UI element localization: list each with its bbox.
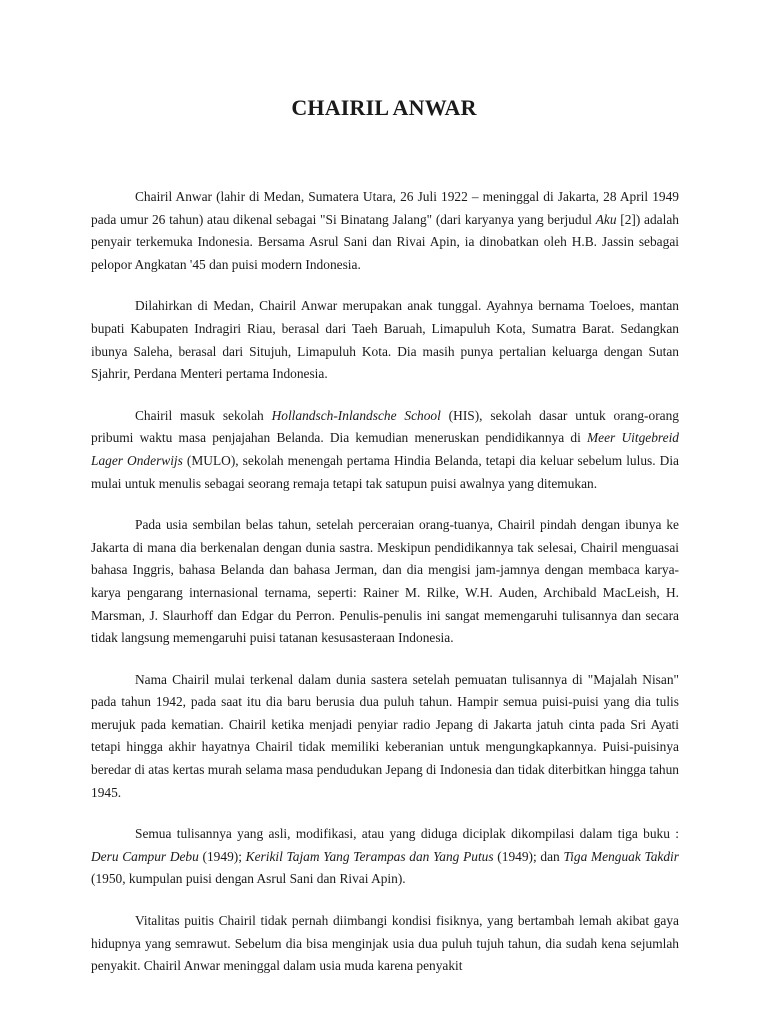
paragraph-text: (HIS), sekolah dasar untuk orang-orang pribumi waktu masa penjajahan Belanda. Dia kemudian meneruskan pendidikannya di [91, 407, 679, 446]
paragraph [91, 186, 679, 276]
italic-title-text: Meer Uitgebreid Lager Onderwijs [91, 430, 679, 468]
paragraph-text: Pada usia sembilan belas tahun, setelah perceraian orang-tuanya, Chairil pindah dengan ibunya ke Jakarta di mana dia berkenalan dengan dunia sastra. Meskipun pendidikannya tak selesai, Chairil menguasai bahasa Inggris, bahasa Belanda dan bahasa Jerman, dan dia mengisi jam-jamnya dengan membaca karya-karya pengarang internasional ternama, seperti: Rainer M. Rilke, W.H. Auden, Archibald MacLeish, H. Marsman, J. Slaurhoff dan Edgar du Perron. Penulis-penulis ini sangat memengaruhi tulisannya dan secara tidak langsung memengaruhi puisi tatanan kesusasteraan Indonesia. [91, 517, 679, 646]
paragraph-text: Dilahirkan di Medan, Chairil Anwar merupakan anak tunggal. Ayahnya bernama Toeloes, mantan bupati Kabupaten Indragiri Riau, berasal dari Taeh Baruah, Limapuluh Kota, Sumatra Barat. Sedangkan ibunya Saleha, berasal dari Situjuh, Limapuluh Kota. Dia masih punya pertalian keluarga dengan Sutan Sjahrir, Perdana Menteri pertama Indonesia. [91, 298, 679, 382]
paragraph-text: Chairil Anwar (lahir di Medan, Sumatera Utara, 26 Juli 1922 – meninggal di Jakarta, 28 April 1949 pada umur 26 tahun) atau dikenal sebagai "Si Binatang Jalang" (dari karyanya yang berjudul [91, 189, 679, 227]
paragraph-text: [2]) adalah penyair terkemuka Indonesia. Bersama Asrul Sani dan Rivai Apin, ia dinobatkan oleh H.B. Jassin sebagai pelopor Angkatan '45 dan puisi modern Indonesia. [91, 211, 679, 272]
paragraph-text: (MULO), sekolah menengah pertama Hindia Belanda, tetapi dia keluar sebelum lulus. Dia mulai untuk menulis sebagai seorang remaja tetapi tak satupun puisi awalnya yang ditemukan. [91, 452, 679, 491]
italic-title-text: Kerikil Tajam Yang Terampas dan Yang Putus [245, 848, 494, 864]
paragraph [91, 405, 679, 495]
paragraph-text: (1949); [198, 848, 246, 864]
paragraph-text: Semua tulisannya yang asli, modifikasi, atau yang diduga diciplak dikompilasi dalam tiga buku : [135, 826, 679, 842]
paragraph [91, 514, 679, 650]
paragraph [91, 669, 679, 805]
paragraph [91, 295, 679, 385]
document-title: CHAIRIL ANWAR [291, 95, 477, 120]
paragraph-text: Vitalitas puitis Chairil tidak pernah diimbangi kondisi fisiknya, yang bertambah lemah akibat gaya hidupnya yang semrawut. Sebelum dia bisa menginjak usia dua puluh tujuh tahun, dia sudah kena sejumlah penyakit. Chairil Anwar meninggal dalam usia muda karena penyakit [91, 913, 679, 974]
paragraph-text: Chairil masuk sekolah [135, 407, 272, 423]
italic-title-text: Tiga Menguak Takdir [563, 848, 679, 864]
paragraph [91, 823, 679, 891]
italic-title-text: Deru Campur Debu [91, 848, 199, 864]
paragraph-text: (1949); dan [493, 848, 564, 864]
document-body [91, 186, 679, 997]
paragraph [91, 910, 679, 978]
paragraph-text: (1950, kumpulan puisi dengan Asrul Sani dan Rivai Apin). [91, 871, 406, 887]
paragraph-text: Nama Chairil mulai terkenal dalam dunia sastera setelah pemuatan tulisannya di "Majalah Nisan" pada tahun 1942, pada saat itu dia baru berusia dua puluh tahun. Hampir semua puisi-puisi yang dia tulis merujuk pada kematian. Chairil ketika menjadi penyiar radio Jepang di Jakarta jatuh cinta pada Sri Ayati tetapi hingga akhir hayatnya Chairil tidak memiliki keberanian untuk mengungkapkannya. Puisi-puisinya beredar di atas kertas murah selama masa pendudukan Jepang di Indonesia dan tidak diterbitkan hingga tahun 1945. [91, 671, 679, 800]
italic-title-text: Aku [595, 211, 617, 227]
italic-title-text: Hollandsch-Inlandsche School [271, 407, 441, 423]
